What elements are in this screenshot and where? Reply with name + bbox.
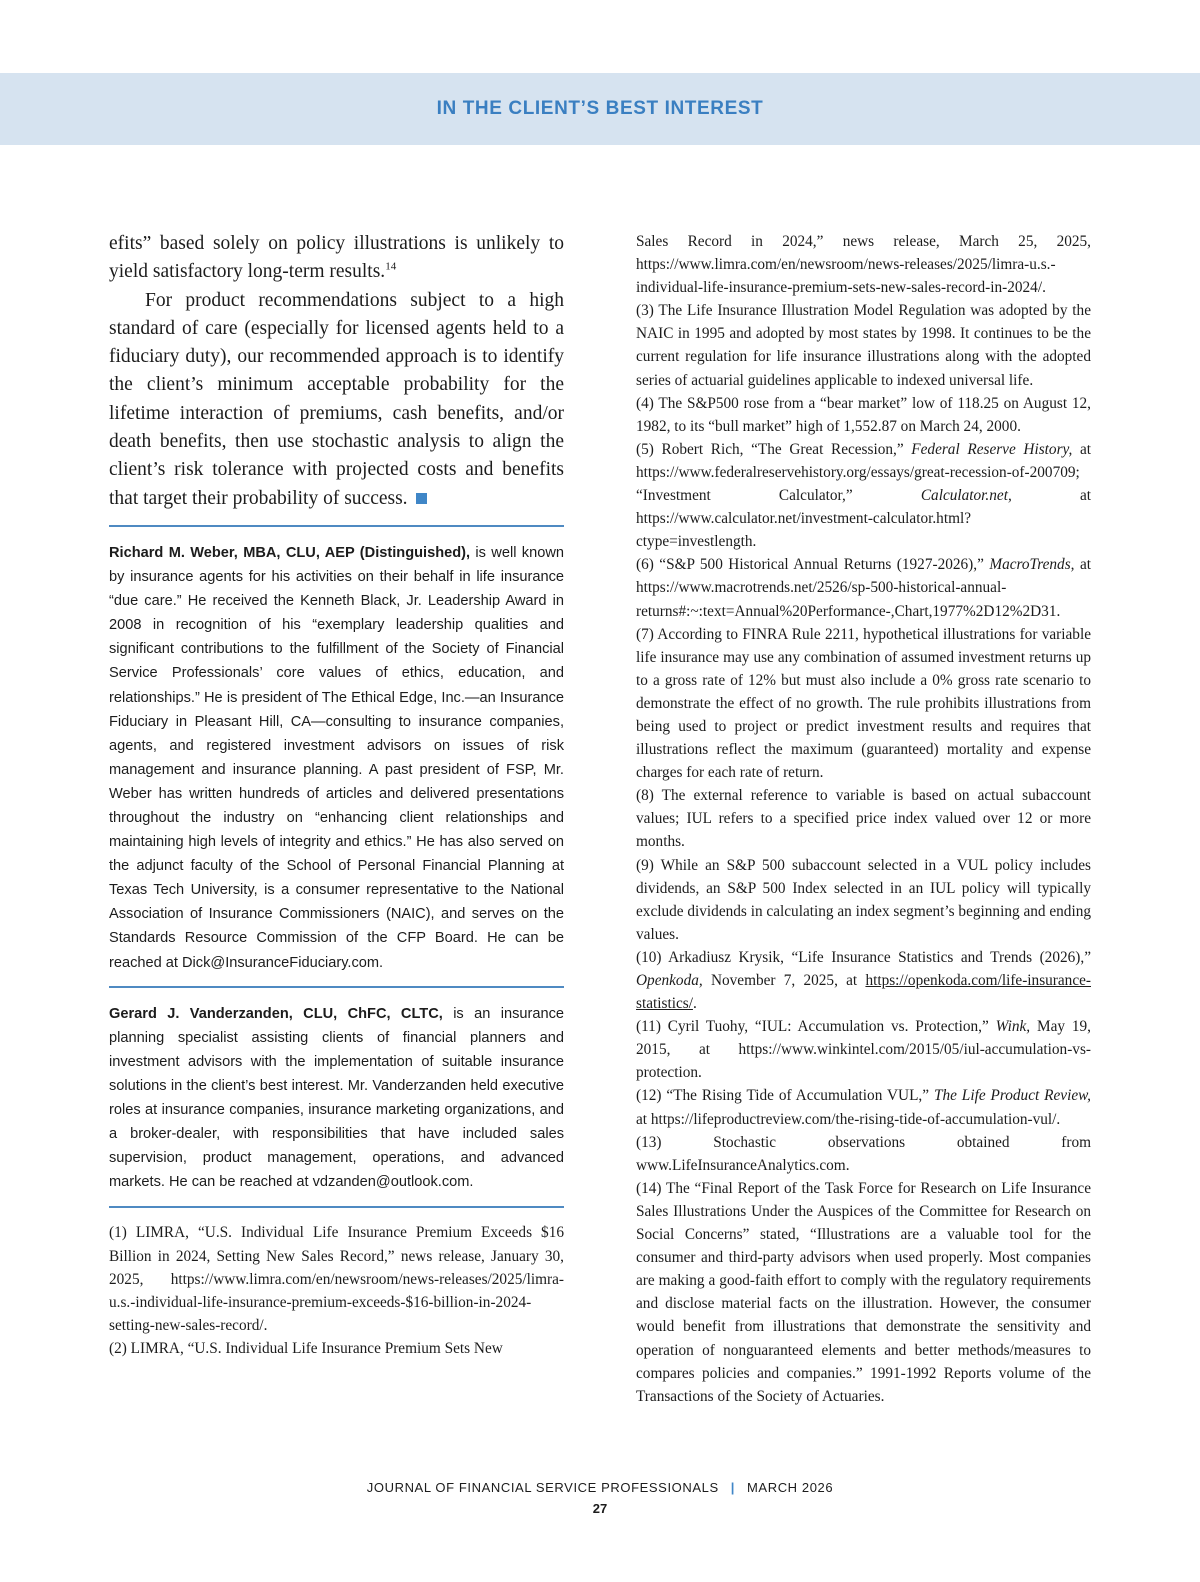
footnote-10-text-b: November 7, 2025, at	[702, 972, 866, 989]
left-column	[109, 230, 564, 1360]
footnote-12-text-b: at https://lifeproductreview.com/the-rising-tide-of-accumulation-vul/.	[636, 1110, 1061, 1128]
right-column	[636, 230, 1091, 1408]
journal-name: JOURNAL OF FINANCIAL SERVICE PROFESSIONALS	[366, 1480, 719, 1495]
issue-date: MARCH 2026	[747, 1480, 834, 1495]
endnote-ref-14[interactable]: 14	[385, 260, 397, 273]
footnote-4: (4) The S&P500 rose from a “bear market” low of 118.25 on August 12, 1982, to its “bull market” high of 1,552.87 on March 24, 2000.	[636, 394, 1091, 435]
footnote-10-source: Openkoda,	[636, 972, 703, 989]
footnote-6-text-a: (6) “S&P 500 Historical Annual Returns (1927-2026),”	[636, 556, 990, 574]
footnote-11-text-a: (11) Cyril Tuohy, “IUL: Accumulation vs. Protection,”	[636, 1018, 996, 1036]
footnote-3: (3) The Life Insurance Illustration Model Regulation was adopted by the NAIC in 1995 and adopted by most states by 1998. It continues to be the current regulation for life insurance illustrations along with the adopted series of actuarial guidelines applicable to indexed universal life.	[636, 302, 1091, 389]
footnote-6	[636, 553, 1091, 622]
footnote-2: (2) LIMRA, “U.S. Individual Life Insurance Premium Sets New	[109, 1339, 503, 1357]
body-paragraph-1-text: efits” based solely on policy illustrations is unlikely to yield satisfactory long-term results.	[109, 233, 564, 283]
footnote-6-text-b: at https://www.macrotrends.net/2526/sp-500-historical-annual-returns#:~:text=Annual%20Performance-,Chart,1977%2D12%2D31.	[636, 556, 1091, 620]
footnote-2-continued: Sales Record in 2024,” news release, March 25, 2025, https://www.limra.com/en/newsroom/news-releases/2025/limra-u.s.-individual-life-insurance-premium-sets-new-sales-record-in-2024/.	[636, 233, 1091, 297]
footnote-8: (8) The external reference to variable is based on actual subaccount values; IUL refers to a specified price index valued over 12 or more months.	[636, 787, 1091, 851]
footnote-5-source-b: Calculator.net,	[920, 487, 1012, 505]
footnote-5-text-a: (5) Robert Rich, “The Great Recession,”	[636, 440, 912, 458]
body-paragraph-2	[109, 287, 564, 513]
openkoda-link[interactable]: https://openkoda.com/life-insurance-statistics/	[636, 972, 1091, 1013]
footnote-10-text-a: (10) Arkadiusz Krysik, “Life Insurance Statistics and Trends (2026),”	[636, 948, 1091, 966]
footnote-11	[636, 1015, 1091, 1084]
author-bio-weber-text: is well known by insurance agents for his activities on their behalf in life insurance “due care.” He received the Kenneth Black, Jr. Leadership Award in 2008 in recognition of his “exemplary leadership qualities and significant contributions to the fulfillment of the Society of Financial Service Professionals’ core values of ethics, education, and relationships.” He is president of The Ethical Edge, Inc.—an Insurance Fiduciary in Pleasant Hill, CA—consulting to insurance companies, agents, and registered investment advisors on issues of risk management and insurance planning. A past president of FSP, Mr. Weber has written hundreds of articles and delivered presentations throughout the industry on “enhancing client relationships and maintaining high levels of integrity and ethics.” He has also served on the adjunct faculty of the School of Personal Financial Planning at Texas Tech University, is a consumer representative to the National Association of Insurance Commissioners (NAIC), and serves on the Standards Resource Commission of the CFP Board. He can be reached at Dick@InsuranceFiduciary.com.	[109, 544, 564, 971]
footnote-7: (7) According to FINRA Rule 2211, hypothetical illustrations for variable life insurance may use any combination of assumed investment returns up to a gross rate of 12% but must also include a 0% gross rate scenario to demonstrate the effect of no growth. The rule prohibits illustrations from being used to project or predict investment results and requires that illustrations reflect the maximum (guaranteed) mortality and expense charges for each rate of return.	[636, 625, 1091, 782]
footnote-12-text-a: (12) “The Rising Tide of Accumulation VUL,”	[636, 1087, 934, 1105]
footnote-11-text-b: May 19, 2015, at https://www.winkintel.com/2015/05/iul-accumulation-vs-protection.	[636, 1018, 1091, 1082]
page-footer	[0, 1480, 1200, 1516]
author-name-vanderzanden: Gerard J. Vanderzanden, CLU, ChFC, CLTC,	[109, 1005, 443, 1022]
divider-rule	[109, 525, 564, 527]
footnote-5-text-b: at https://www.federalreservehistory.org/essays/great-recession-of-200709; “Investment Calculator,”	[636, 440, 1091, 505]
divider-rule	[109, 986, 564, 988]
author-bio-vanderzanden-text: is an insurance planning specialist assisting clients of financial planners and investment advisors with the implementation of suitable insurance solutions in the client’s best interest. Mr. Vanderzanden held executive roles at insurance companies, insurance marketing organizations, and a broker-dealer, with responsibilities that have included sales supervision, product management, operations, and advanced markets. He can be reached at vdzanden@outlook.com.	[109, 1005, 564, 1191]
footnote-5-text-c: at https://www.calculator.net/investment-calculator.html?ctype=investlength.	[636, 487, 1091, 551]
footnote-5-source-a: Federal Reserve History,	[911, 440, 1073, 458]
body-paragraph-2-text: For product recommendations subject to a high standard of care (especially for licensed agents held to a fiduciary duty), our recommended approach is to identify the client’s minimum acceptable probability for the lifetime interaction of premiums, cash benefits, and/or death benefits, then use stochastic analysis to align the client’s risk tolerance with projected costs and benefits that target their probability of success.	[109, 289, 564, 509]
footnote-11-source: Wink,	[995, 1018, 1031, 1036]
footnote-14: (14) The “Final Report of the Task Force for Research on Life Insurance Sales Illustrations Under the Auspices of the Committee for Research on Social Concerns” stated, “Illustrations are a valuable tool for the consumer and third-party advisors when used properly. Most companies are making a good-faith effort to comply with the regulatory requirements and disclose material facts on the illustration. However, the consumer would benefit from illustrations that demonstrate the sensitivity and operation of nonguaranteed elements and better methods/measures to compares policies and companies.” 1991-1992 Reports volume of the Transactions of the Society of Actuaries.	[636, 1179, 1091, 1405]
divider-rule	[109, 1206, 564, 1208]
footnote-12-source: The Life Product Review,	[933, 1087, 1091, 1105]
footer-separator: |	[730, 1480, 735, 1495]
footnote-9: (9) While an S&P 500 subaccount selected in a VUL policy includes dividends, an S&P 500 Index selected in an IUL policy will typically exclude dividends in calculating an index segment’s beginning and ending values.	[636, 856, 1091, 943]
footer-line	[0, 1480, 1200, 1495]
footnote-10	[636, 946, 1091, 1015]
section-header-band	[0, 73, 1200, 145]
end-of-article-square-icon	[416, 493, 427, 504]
footnote-12	[636, 1084, 1091, 1130]
body-paragraph-1	[109, 230, 564, 287]
author-name-weber: Richard M. Weber, MBA, CLU, AEP (Distinguished),	[109, 544, 471, 561]
footnote-1: (1) LIMRA, “U.S. Individual Life Insurance Premium Exceeds $16 Billion in 2024, Setting New Sales Record,” news release, January 30, 2025, https://www.limra.com/en/newsroom/news-releases/2025/limra-u.s.-individual-life-insurance-premium-exceeds-$16-billion-in-2024-setting-new-sales-record/.	[109, 1224, 564, 1334]
author-bio-weber	[109, 541, 564, 975]
footnote-6-source: MacroTrends,	[989, 556, 1075, 574]
section-title: IN THE CLIENT’S BEST INTEREST	[436, 98, 764, 119]
footnote-5	[636, 438, 1091, 553]
footnote-10-text-c: .	[692, 995, 697, 1013]
page-number: 27	[592, 1501, 608, 1516]
author-bio-vanderzanden	[109, 1002, 564, 1195]
footnote-13: (13) Stochastic observations obtained from www.LifeInsuranceAnalytics.com.	[636, 1133, 1091, 1174]
